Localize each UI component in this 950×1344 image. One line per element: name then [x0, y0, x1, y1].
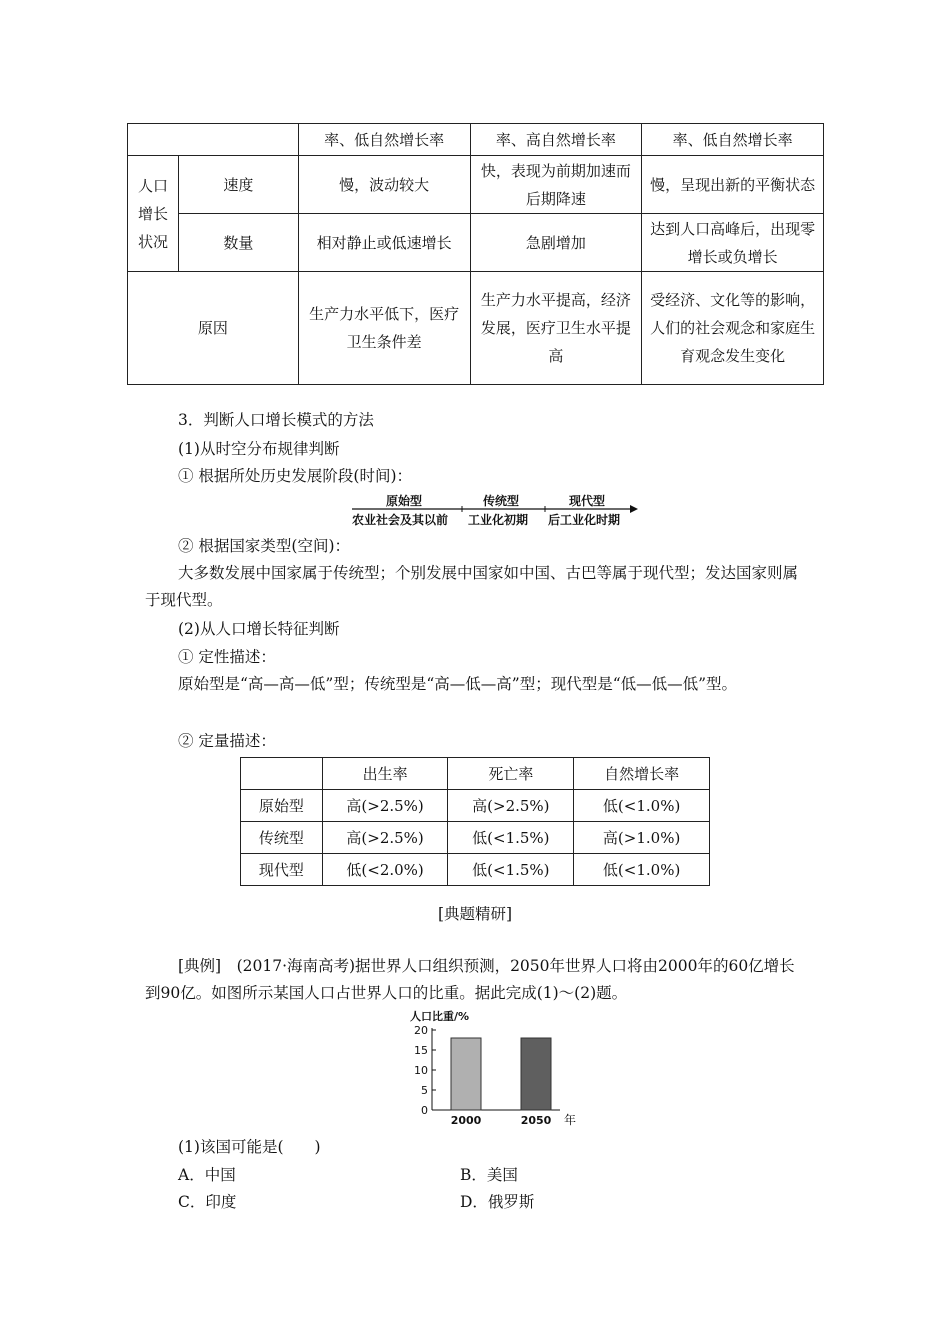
timeline-period: 工业化初期	[468, 513, 529, 527]
list-item: ② 定量描述：	[178, 732, 276, 750]
table-row	[241, 854, 710, 886]
chart-canvas	[400, 1010, 590, 1132]
y-tick-label: 20	[414, 1024, 428, 1037]
table-cell: 原始型	[241, 790, 323, 822]
table-cell: 受经济、文化等的影响，人们的社会观念和家庭生育观念发生变化	[642, 272, 824, 385]
table-group-label: 人口增长状况	[128, 156, 179, 272]
x-tick-label: 2050	[520, 1114, 552, 1127]
table-header: 死亡率	[448, 758, 574, 790]
y-axis-label: 人口比重/%	[410, 1010, 470, 1023]
timeline-diagram	[350, 492, 640, 528]
table-cell: 现代型	[241, 854, 323, 886]
question-stem: (1)该国可能是( )	[178, 1138, 321, 1156]
section-title: [典题精研]	[437, 905, 513, 923]
table-cell: 率、高自然增长率	[470, 124, 642, 156]
list-item: ② 根据国家类型(空间)：	[178, 537, 351, 555]
bar-chart	[400, 1010, 590, 1132]
timeline-period: 后工业化时期	[548, 513, 621, 527]
table-cell: 高(>2.5%)	[322, 790, 448, 822]
option-c[interactable]: C．印度	[178, 1193, 237, 1211]
timeline-stage: 现代型	[569, 494, 606, 508]
table-row	[241, 822, 710, 854]
list-item: ① 根据所处历史发展阶段(时间)：	[178, 467, 413, 485]
y-tick-label: 5	[421, 1084, 428, 1097]
table-row	[128, 124, 824, 156]
table-cell: 高(>2.5%)	[448, 790, 574, 822]
x-tick-label: 2000	[450, 1114, 482, 1127]
y-tick-label: 0	[421, 1104, 428, 1117]
table-header	[241, 758, 323, 790]
table-cell: 生产力水平提高，经济发展，医疗卫生水平提高	[470, 272, 642, 385]
x-axis-label: 年	[564, 1113, 577, 1127]
population-model-table	[127, 123, 824, 385]
subheading: (1)从时空分布规律判断	[178, 440, 340, 458]
table-cell: 低(<2.0%)	[322, 854, 448, 886]
table-cell: 原因	[128, 272, 299, 385]
list-item: ① 定性描述：	[178, 648, 276, 666]
table-cell: 低(<1.0%)	[574, 790, 710, 822]
quantitative-table	[240, 757, 710, 886]
bar-2000	[451, 1038, 481, 1110]
table-cell: 率、低自然增长率	[298, 124, 470, 156]
example-paragraph: [典例] (2017·海南高考)据世界人口组织预测，2050年世界人口将由2000年的60亿增长到90亿。如图所示某国人口占世界人口的比重。据此完成(1)～(2)题。	[145, 957, 795, 1002]
subheading: (2)从人口增长特征判断	[178, 620, 340, 638]
table-cell: 高(>2.5%)	[322, 822, 448, 854]
table-cell: 慢，呈现出新的平衡状态	[642, 156, 824, 214]
table-row	[241, 790, 710, 822]
table-cell: 达到人口高峰后，出现零增长或负增长	[642, 214, 824, 272]
table-cell: 传统型	[241, 822, 323, 854]
table-cell: 急剧增加	[470, 214, 642, 272]
timeline-stage: 传统型	[483, 494, 520, 508]
table-cell: 低(<1.5%)	[448, 854, 574, 886]
option-d[interactable]: D．俄罗斯	[460, 1193, 535, 1211]
paragraph: 原始型是“高—高—低”型；传统型是“高—低—高”型；现代型是“低—低—低”型。	[178, 675, 738, 693]
table-row	[128, 272, 824, 385]
table-cell: 低(<1.5%)	[448, 822, 574, 854]
table-cell: 率、低自然增长率	[642, 124, 824, 156]
bar-2050	[521, 1038, 551, 1110]
y-tick-label: 15	[414, 1044, 428, 1057]
table-cell: 高(>1.0%)	[574, 822, 710, 854]
option-b[interactable]: B．美国	[460, 1166, 518, 1184]
y-tick-label: 10	[414, 1064, 428, 1077]
table-cell: 低(<1.0%)	[574, 854, 710, 886]
table-header-row	[241, 758, 710, 790]
table-row	[128, 156, 824, 214]
option-a[interactable]: A．中国	[178, 1166, 236, 1184]
table-header: 自然增长率	[574, 758, 710, 790]
paragraph: 大多数发展中国家属于传统型；个别发展中国家如中国、古巴等属于现代型；发达国家则属于现代型。	[145, 564, 799, 609]
table-cell: 生产力水平低下，医疗卫生条件差	[298, 272, 470, 385]
table-cell: 快，表现为前期加速而后期降速	[470, 156, 642, 214]
section-heading: 3．判断人口增长模式的方法	[178, 411, 374, 429]
table-cell: 相对静止或低速增长	[298, 214, 470, 272]
table-header: 出生率	[322, 758, 448, 790]
table-cell: 速度	[178, 156, 298, 214]
timeline-stage: 原始型	[386, 494, 423, 508]
table-cell: 慢，波动较大	[298, 156, 470, 214]
timeline-period: 农业社会及其以前	[352, 513, 449, 527]
table-cell: 数量	[178, 214, 298, 272]
table-row	[128, 214, 824, 272]
table-cell	[128, 124, 299, 156]
